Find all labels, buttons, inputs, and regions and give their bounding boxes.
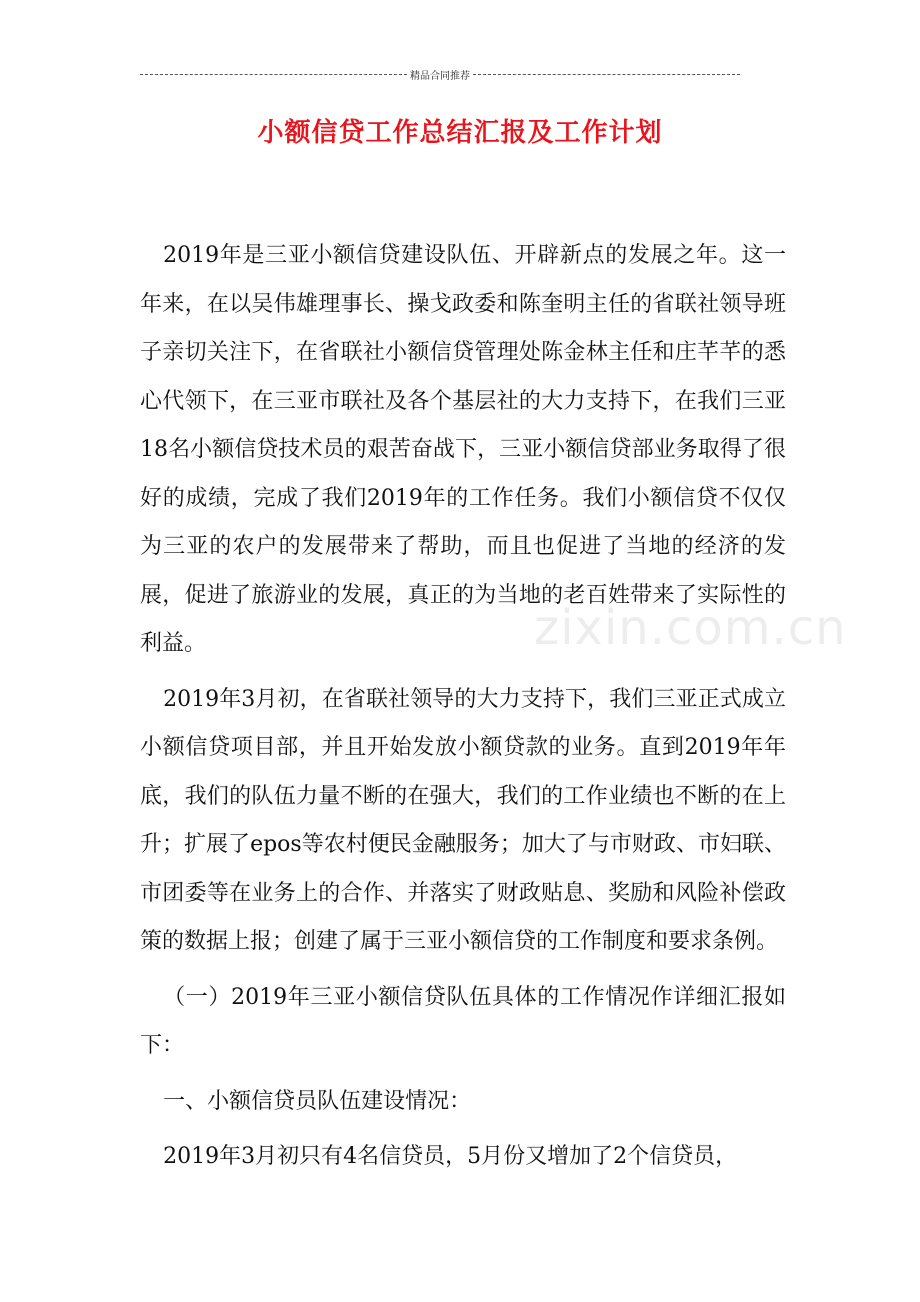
paragraph-2: 2019年3月初，在省联社领导的大力支持下，我们三亚正式成立小额信贷项目部，并且开始发放小额贷款的业务。直到2019年年底，我们的队伍力量不断的在强大，我们的工作业绩也不断的在上升；扩展了epos等农村便民金融服务；加大了与市财政、市妇联、市团委等在业务上的合作、并落实了财政贴息、奖励和风险补偿政策的数据上报；创建了属于三亚小额信贷的工作制度和要求条例。 bbox=[140, 686, 786, 954]
paragraph-5: 2019年3月初只有4名信贷员，5月份又增加了2个信贷员， bbox=[163, 1144, 738, 1169]
header-dash-left bbox=[140, 74, 407, 75]
watermark: zixin.com.cn bbox=[534, 600, 847, 656]
paragraph-1: 2019年是三亚小额信贷建设队伍、开辟新点的发展之年。这一年来，在以吴伟雄理事长、操戈政委和陈奎明主任的省联社领导班子亲切关注下，在省联社小额信贷管理处陈金林主任和庄芊芊的悉心代领下，在三亚市联社及各个基层社的大力支持下，在我们三亚18名小额信贷技术员的艰苦奋战下，三亚小额信贷部业务取得了很好的成绩，完成了我们2019年的工作任务。我们小额信贷不仅仅为三亚的农户的发展带来了帮助，而且也促进了当地的经济的发展，促进了旅游业的发展，真正的为当地的老百姓带来了实际性的利益。 bbox=[140, 243, 786, 656]
paragraph-3: （一）2019年三亚小额信贷队伍具体的工作情况作详细汇报如下： bbox=[140, 984, 786, 1058]
page-header bbox=[140, 66, 740, 82]
header-text: 精品合同推荐 bbox=[410, 70, 470, 82]
document-body bbox=[140, 232, 786, 1189]
paragraph-4: 一、小额信贷员队伍建设情况： bbox=[163, 1088, 472, 1114]
header-dash-right bbox=[473, 74, 740, 75]
document-title: 小额信贷工作总结汇报及工作计划 bbox=[257, 118, 663, 148]
